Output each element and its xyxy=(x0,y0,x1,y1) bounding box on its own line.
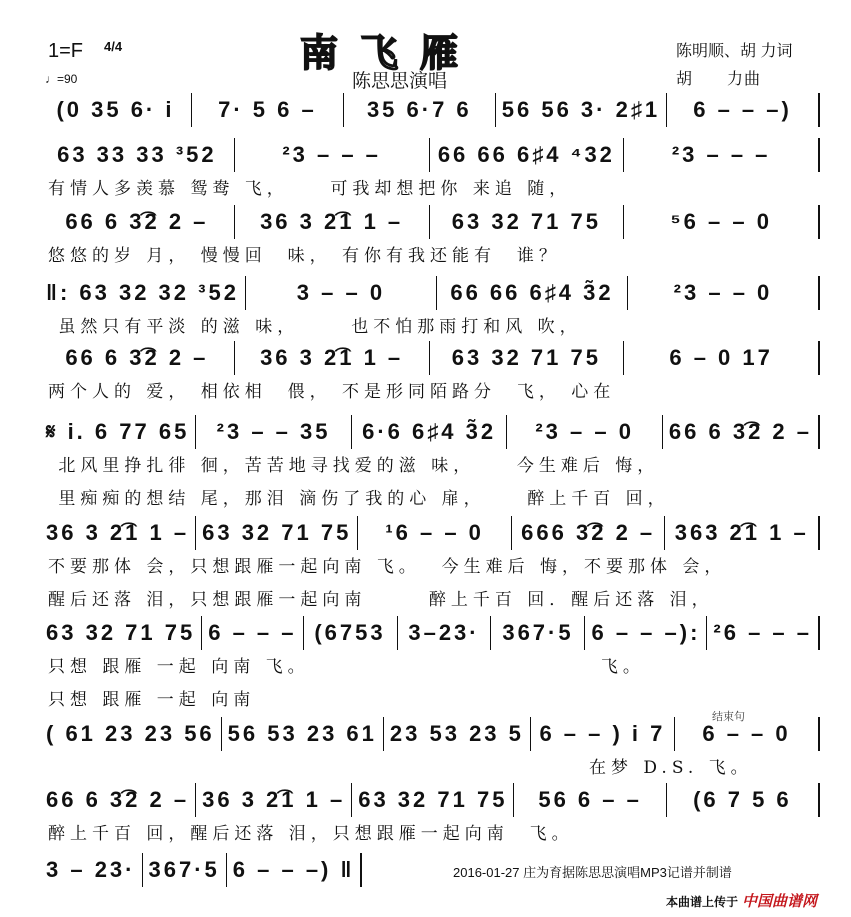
notation-system xyxy=(40,205,820,239)
lyric-line: 醒后还落 泪，只想跟雁一起向南 醉上千百 回．醒后还落 泪， xyxy=(48,590,714,610)
measure: ⁵6 – – 0 xyxy=(624,205,820,239)
tempo-marking: ♩=90 xyxy=(45,72,78,86)
measure: 56 6 – – xyxy=(514,783,666,817)
song-title: 南飞雁 xyxy=(300,31,481,75)
measure: 66 6 3͡2 2 – xyxy=(663,415,820,449)
key-signature: 1=F xyxy=(48,40,84,62)
notation-system xyxy=(40,415,820,449)
notation-system xyxy=(40,138,820,172)
measure: 66 66 6♯4 3̃2 xyxy=(437,276,628,310)
measure: 6·6 6♯4 3̃2 xyxy=(352,415,508,449)
measure: 36 3 2͡1 1 – xyxy=(235,205,430,239)
lyric-line: 醉上千百 回，醒后还落 泪，只想跟雁一起向南 飞。 xyxy=(48,824,574,844)
lyric-line: 只想 跟雁 一起 向南 xyxy=(48,690,256,710)
lyric-line: 不要那体 会，只想跟雁一起向南 飞。 今生难后 悔，不要那体 会， xyxy=(48,557,727,577)
measure: 66 66 6♯4 ⁴32 xyxy=(430,138,625,172)
lyric-line: 悠悠的岁 月， 慢慢回 味， 有你有我还能有 谁？ xyxy=(48,246,561,266)
notation-system xyxy=(40,276,820,310)
measure: 6 – – 0 xyxy=(675,717,820,751)
measure: ²3 – – 35 xyxy=(196,415,352,449)
notation-system xyxy=(40,93,820,127)
lyricist-credit: 陈明顺、胡 力词 xyxy=(676,43,793,60)
measure: (6753 xyxy=(304,616,398,650)
measure: 36 3 2͡1 1 – xyxy=(40,516,196,550)
measure: 6 – – –): xyxy=(585,616,707,650)
transcription-note: 2016-01-27 庄为育据陈思思演唱MP3记谱并制谱 xyxy=(453,865,732,880)
measure: 6 – – –) xyxy=(667,93,820,127)
lyric-line: 只想 跟雁 一起 向南 飞。 飞。 xyxy=(48,657,645,677)
measure: 6 – – ) i 7 xyxy=(531,717,675,751)
measure: 367·5 xyxy=(143,853,227,887)
measure: 63 33 33 ³52 xyxy=(40,138,235,172)
measure: 63 32 71 75 xyxy=(352,783,514,817)
measure: 35 6·7 6 xyxy=(344,93,496,127)
measure: 36 3 2͡1 1 – xyxy=(196,783,352,817)
lyric-line: 虽然只有平淡 的滋 味， 也不怕那雨打和风 吹， xyxy=(48,317,582,337)
notation-system xyxy=(40,616,820,650)
notation-system xyxy=(40,516,820,550)
measure: 𝄋 i. 6 77 65 xyxy=(40,415,196,449)
measure: 66 6 3͡2 2 – xyxy=(40,205,235,239)
notation-system xyxy=(40,717,820,751)
time-signature: 4/4 xyxy=(104,39,123,54)
lyric-line: 北风里挣扎徘 徊，苦苦地寻找爱的滋 味， 今生难后 悔， xyxy=(48,456,660,476)
measure: 6 – – –) ‖ xyxy=(227,853,363,887)
notation-system xyxy=(40,853,355,887)
ending-label: 结束句 xyxy=(712,711,745,723)
measure: 363 2͡1 1 – xyxy=(665,516,820,550)
lyric-line: 有情人多羡慕 鸳鸯 飞， 可我却想把你 来追 随， xyxy=(48,179,572,199)
measure: 6 – – – xyxy=(202,616,303,650)
measure: ( 61 23 23 56 xyxy=(40,717,222,751)
composer-credit: 胡 力曲 xyxy=(676,71,762,88)
measure: 56 56 3· 2♯1 xyxy=(496,93,667,127)
measure: 63 32 71 75 xyxy=(430,341,625,375)
upload-note: 本曲谱上传于 xyxy=(666,895,739,909)
measure: ¹6 – – 0 xyxy=(358,516,512,550)
measure: 63 32 71 75 xyxy=(40,616,202,650)
measure: 36 3 2͡1 1 – xyxy=(235,341,430,375)
measure: (0 35 6· i xyxy=(40,93,192,127)
measure: ²3 – – 0 xyxy=(507,415,663,449)
measure: 63 32 71 75 xyxy=(430,205,625,239)
measure: 3–23· xyxy=(398,616,492,650)
measure: ²3 – – – xyxy=(235,138,430,172)
measure: 6 – 0 17 xyxy=(624,341,820,375)
notation-system xyxy=(40,783,820,817)
measure: ‖: 63 32 32 ³52 xyxy=(40,276,246,310)
measure: 66 6 3͡2 2 – xyxy=(40,783,196,817)
measure: 66 6 3͡2 2 – xyxy=(40,341,235,375)
measure: 666 3͡2 2 – xyxy=(512,516,666,550)
notation-system xyxy=(40,341,820,375)
measure: 23 53 23 5 xyxy=(384,717,531,751)
lyric-line: 两个人的 爱， 相依相 偎， 不是形同陌路分 飞， 心在 xyxy=(48,382,616,402)
singer-credit: 陈思思演唱 xyxy=(352,71,448,92)
lyric-line: 里痴痴的想结 尾，那泪 滴伤了我的心 扉， 醉上千百 回， xyxy=(48,489,670,509)
measure: 3 – 23· xyxy=(40,853,143,887)
site-logo: 中国曲谱网 xyxy=(742,893,818,910)
measure: 3 – – 0 xyxy=(246,276,437,310)
measure: 63 32 71 75 xyxy=(196,516,358,550)
measure: 367·5 xyxy=(491,616,585,650)
measure: ²6 – – – xyxy=(707,616,820,650)
measure: 56 53 23 61 xyxy=(222,717,384,751)
measure: ²3 – – 0 xyxy=(628,276,820,310)
measure: 7· 5 6 – xyxy=(192,93,344,127)
lyric-line: 在梦 D.S. 飞。 xyxy=(48,758,753,778)
measure: (6 7 5 6 xyxy=(667,783,820,817)
measure: ²3 – – – xyxy=(624,138,820,172)
